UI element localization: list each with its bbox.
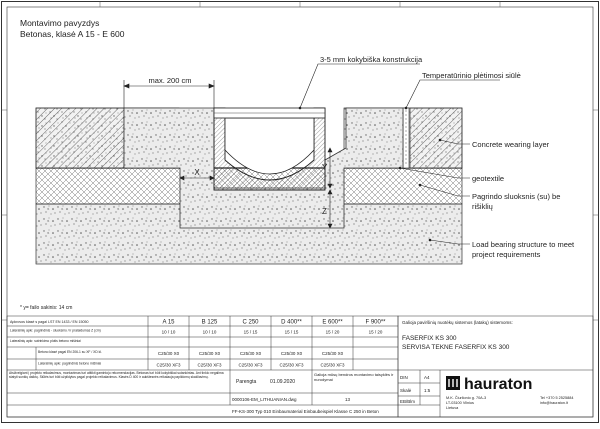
title-block-header: Galioja paviršinių nuotėkų sistemos (latakų) sistemoms: bbox=[402, 320, 513, 325]
company-country: Lietuva bbox=[446, 406, 459, 410]
din-value: A4 bbox=[424, 375, 430, 380]
spec-row-label: Lateralinių apkr. pagrindinis betono mišiniai bbox=[38, 361, 102, 366]
callout-base-layer-2: rišiklių bbox=[472, 202, 493, 211]
spec-cell: C25/30 X0 bbox=[157, 351, 180, 356]
channel-interior bbox=[225, 118, 314, 174]
spec-cell: 15 / 20 bbox=[368, 329, 383, 335]
scale-note: Galioja mūsų bendros montavimo taisyklės ir nurodymai bbox=[314, 372, 394, 382]
paving-block-right bbox=[410, 108, 462, 168]
company-address-2: LT-03100 Vilnius bbox=[446, 401, 474, 405]
spec-cell: 10 / 10 bbox=[202, 329, 217, 335]
paving-block-left bbox=[36, 108, 124, 168]
class-header: D 400** bbox=[281, 319, 302, 326]
class-header: E 600** bbox=[322, 319, 343, 326]
product-line-2: SERVISA TEKNE FASERFIX KS 300 bbox=[402, 344, 510, 351]
spec-row-label: Lateralinių apkr. pagrindinis - sluoksnio / ir pralaidumas Z (cm) bbox=[10, 328, 101, 333]
drawing-subtitle: Betonas, klasė A 15 - E 600 bbox=[20, 29, 125, 39]
callout-wearing-layer: Concrete wearing layer bbox=[472, 140, 550, 149]
skale-label: Skalė bbox=[400, 388, 412, 393]
spec-row-label: Lateralinių apkr. sutrinkimo plotis betono mišiniai bbox=[10, 339, 81, 343]
product-line-1: FASERFIX KS 300 bbox=[402, 335, 457, 342]
revision-label: EB/Blm bbox=[400, 399, 416, 404]
spec-cell: C25/30 XF3 bbox=[197, 362, 222, 368]
class-header: A 15 bbox=[162, 319, 175, 326]
dimension-z-label: Z bbox=[322, 207, 327, 216]
spec-rows bbox=[10, 329, 383, 368]
spec-cell: 15 / 15 bbox=[284, 329, 299, 335]
callout-geotextile: geotextile bbox=[472, 174, 505, 183]
din-label: DIN bbox=[400, 375, 408, 380]
callout-construction: 3-5 mm kokybiška konstrukcija bbox=[320, 55, 423, 64]
drawing-file: 0000106-EM_LITHUANIAN.dwg bbox=[232, 397, 297, 402]
skale-value: 1:5 bbox=[424, 388, 431, 393]
footnote: * y= failo sakinis: 14 cm bbox=[20, 305, 73, 311]
callout-expansion-joint: Temperatūrinio plėtimosi siūlė bbox=[422, 71, 521, 80]
bottom-caption: FF-KS-300 Typ 010 Einbaumaterial Einbaubeispiel Klasse C 250 in Beton bbox=[232, 409, 379, 414]
company-address-1: M.K. Čiurlionio g. 70A-3 bbox=[446, 396, 487, 400]
hauraton-logo bbox=[446, 376, 532, 393]
spec-row-label: Betono klasė pagal EN 206-1 su XF / XD kl. bbox=[38, 350, 102, 354]
parengta-date: 01.09.2020 bbox=[270, 379, 296, 385]
class-headers bbox=[162, 320, 386, 326]
dimension-y-label: Y bbox=[322, 163, 328, 172]
drawing-title: Montavimo pavyzdys bbox=[20, 18, 100, 28]
spec-cell: C25/30 X0 bbox=[198, 351, 221, 356]
spec-cell: 10 / 10 bbox=[161, 329, 176, 335]
class-header: B 125 bbox=[201, 319, 218, 326]
spec-notes: Atsižvelgiant į projekto reikalavimus, montavimas turi atitikti gamintojo rekomendacijas. Betonas turi būti kokybiškai sutankintas. Ant tinklo negalima statyti sunkių daiktų. Siūlės turi būti užpildytos pagal projekto reikalavimus. Klasės D 400 ir aukštesnės reikalauja papildomų skaičiavimų. bbox=[9, 371, 224, 379]
spec-header-left: Apkrovos klasė s pagal LST EN 1433 / EN 15050 bbox=[10, 320, 89, 324]
spec-cell: C25/30 XF3 bbox=[238, 362, 263, 368]
spec-cell: C25/30 X0 bbox=[321, 351, 344, 356]
spec-cell: C25/30 X0 bbox=[239, 351, 262, 356]
class-header: F 900** bbox=[365, 319, 386, 326]
cross-section bbox=[36, 108, 462, 264]
dimension-x-label: X bbox=[194, 168, 200, 177]
company-name: hauraton bbox=[464, 376, 533, 393]
spec-cell: C25/30 XF3 bbox=[279, 362, 304, 368]
callout-base-layer-1: Pagrindo sluoksnis (su) be bbox=[472, 192, 561, 201]
spec-cell: 15 / 15 bbox=[243, 329, 258, 335]
parengta-label: Parengta bbox=[236, 379, 257, 385]
spec-cell: C25/30 XF3 bbox=[156, 362, 181, 368]
company-email: info@hauraton.lt bbox=[540, 401, 568, 405]
company-phone: Tel +370 5 2525884 bbox=[540, 396, 574, 400]
class-header: C 250 bbox=[242, 319, 259, 326]
dimension-max-label: max. 200 cm bbox=[148, 76, 192, 85]
callout-load-bearing-1: Load bearing structure to meet bbox=[472, 240, 575, 249]
page-number: 13 bbox=[345, 397, 351, 402]
spec-cell: C25/30 X0 bbox=[280, 351, 303, 356]
spec-cell: 15 / 20 bbox=[325, 329, 340, 335]
spec-cell: C25/30 XF3 bbox=[320, 362, 345, 368]
callout-load-bearing-2: project requirements bbox=[472, 250, 541, 259]
